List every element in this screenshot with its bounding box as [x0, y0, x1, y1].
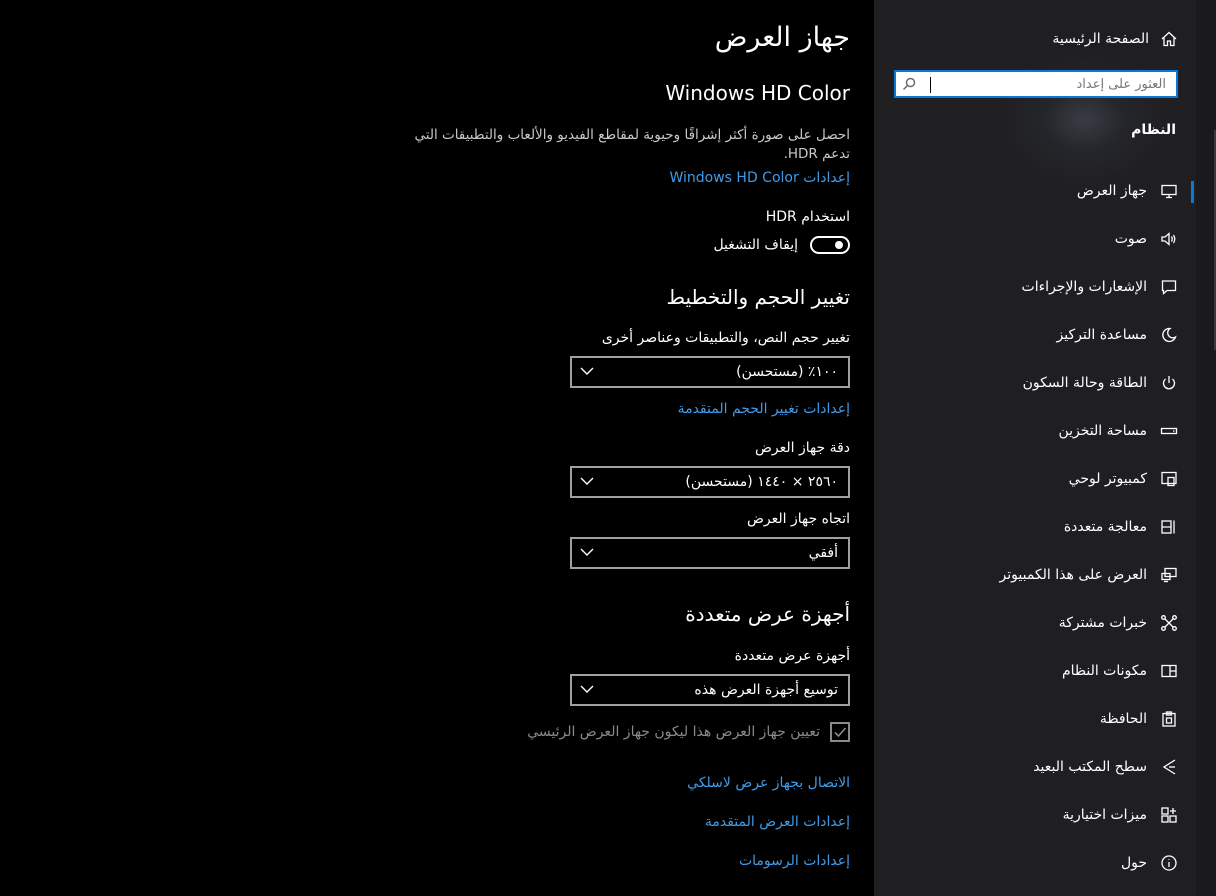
sidebar-scrollbar[interactable]: [1196, 0, 1216, 896]
storage-icon: [1159, 421, 1179, 441]
multi-display-heading: أجهزة عرض متعددة: [685, 602, 850, 626]
multi-display-label: أجهزة عرض متعددة: [734, 648, 850, 664]
sidebar-item-storage[interactable]: [894, 407, 1194, 455]
project-icon: [1159, 565, 1179, 585]
hdr-settings-link[interactable]: إعدادات Windows HD Color: [669, 170, 850, 186]
sidebar-item-remote-desktop[interactable]: [894, 743, 1194, 791]
sidebar-item-label: حول: [1120, 855, 1147, 871]
scale-label: تغيير حجم النص، والتطبيقات وعناصر أخرى: [601, 330, 850, 346]
sidebar-item-clipboard[interactable]: [894, 695, 1194, 743]
sidebar-item-label: مساحة التخزين: [1058, 423, 1147, 439]
sidebar-item-label: جهاز العرض: [1076, 183, 1147, 199]
sidebar-item-display[interactable]: [894, 167, 1194, 215]
hdr-toggle[interactable]: [810, 236, 850, 254]
wireless-display-link[interactable]: الاتصال بجهاز عرض لاسلكي: [687, 775, 850, 791]
chevron-down-icon: [580, 474, 594, 490]
sidebar-item-focus-assist[interactable]: [894, 311, 1194, 359]
hdr-toggle-row: [713, 236, 850, 254]
components-icon: [1159, 661, 1179, 681]
advanced-display-link[interactable]: إعدادات العرض المتقدمة: [704, 814, 850, 830]
shared-icon: [1159, 613, 1179, 633]
sidebar-item-label: الإشعارات والإجراءات: [1021, 279, 1147, 295]
sidebar-item-label: ميزات اختيارية: [1062, 807, 1147, 823]
optional-features-icon: [1159, 805, 1179, 825]
message-icon: [1159, 277, 1179, 297]
multitasking-icon: [1159, 517, 1179, 537]
main-display-checkbox-row: [527, 722, 850, 742]
speaker-icon: [1159, 229, 1179, 249]
sidebar: [874, 0, 1216, 896]
chevron-down-icon: [580, 364, 594, 380]
sidebar-item-shared[interactable]: [894, 599, 1194, 647]
advanced-scaling-link[interactable]: إعدادات تغيير الحجم المتقدمة: [677, 401, 850, 417]
scale-value: ١٠٠٪ (مستحسن): [736, 364, 838, 380]
graphics-settings-link[interactable]: إعدادات الرسومات: [738, 853, 850, 869]
home-label: الصفحة الرئيسية: [1052, 31, 1149, 47]
scale-dropdown[interactable]: [570, 356, 850, 388]
moon-icon: [1159, 325, 1179, 345]
resolution-dropdown[interactable]: [570, 466, 850, 498]
page-title: جهاز العرض: [714, 22, 850, 53]
sidebar-item-label: معالجة متعددة: [1063, 519, 1147, 535]
multi-display-dropdown[interactable]: [570, 674, 850, 706]
orientation-dropdown[interactable]: [570, 537, 850, 569]
sidebar-item-notifications[interactable]: [894, 263, 1194, 311]
search-input[interactable]: [922, 72, 1176, 96]
sidebar-item-multitasking[interactable]: [894, 503, 1194, 551]
sidebar-nav: [894, 167, 1194, 887]
hdr-heading: Windows HD Color: [665, 81, 850, 105]
text-caret: [930, 77, 931, 93]
sidebar-item-project[interactable]: [894, 551, 1194, 599]
toggle-knob: [835, 241, 843, 249]
sidebar-item-label: سطح المكتب البعيد: [1033, 759, 1147, 775]
sidebar-item-components[interactable]: [894, 647, 1194, 695]
sidebar-item-label: الطاقة وحالة السكون: [1022, 375, 1147, 391]
tablet-icon: [1159, 469, 1179, 489]
main-display-checkbox-label: تعيين جهاز العرض هذا ليكون جهاز العرض الرئيسي: [527, 724, 820, 740]
sidebar-item-label: مكونات النظام: [1061, 663, 1147, 679]
monitor-icon: [1159, 181, 1179, 201]
sidebar-item-label: صوت: [1114, 231, 1147, 247]
use-hdr-label: استخدام HDR: [765, 209, 850, 225]
multi-display-value: توسيع أجهزة العرض هذه: [694, 682, 838, 698]
search-icon[interactable]: [896, 72, 922, 96]
scale-heading: تغيير الحجم والتخطيط: [666, 285, 850, 309]
power-icon: [1159, 373, 1179, 393]
sidebar-item-label: العرض على هذا الكمبيوتر: [999, 567, 1147, 583]
orientation-value: أفقي: [808, 545, 838, 561]
sidebar-item-tablet[interactable]: [894, 455, 1194, 503]
sidebar-item-label: كمبيوتر لوحي: [1068, 471, 1147, 487]
hdr-description: احصل على صورة أكثر إشراقًا وحيوية لمقاطع الفيديو والألعاب والتطبيقات التي تدعم HDR.: [414, 127, 850, 162]
clipboard-icon: [1159, 709, 1179, 729]
remote-desktop-icon: [1159, 757, 1179, 777]
sidebar-item-label: الحافظة: [1099, 711, 1147, 727]
resolution-label: دقة جهاز العرض: [754, 440, 850, 456]
chevron-down-icon: [580, 545, 594, 561]
section-title: النظام: [1131, 122, 1176, 138]
sidebar-item-sound[interactable]: [894, 215, 1194, 263]
resolution-value: ٢٥٦٠ × ١٤٤٠ (مستحسن): [685, 474, 838, 490]
sidebar-item-power[interactable]: [894, 359, 1194, 407]
main-display-checkbox[interactable]: [830, 722, 850, 742]
home-icon: [1159, 29, 1179, 49]
search-box[interactable]: [894, 70, 1178, 98]
sidebar-item-about[interactable]: [894, 839, 1194, 887]
sidebar-item-label: خبرات مشتركة: [1058, 615, 1147, 631]
hdr-toggle-state: إيقاف التشغيل: [713, 237, 798, 253]
chevron-down-icon: [580, 682, 594, 698]
info-icon: [1159, 853, 1179, 873]
orientation-label: اتجاه جهاز العرض: [746, 511, 850, 527]
home-link[interactable]: [1052, 27, 1179, 51]
sidebar-item-optional-features[interactable]: [894, 791, 1194, 839]
sidebar-item-label: مساعدة التركيز: [1056, 327, 1147, 343]
